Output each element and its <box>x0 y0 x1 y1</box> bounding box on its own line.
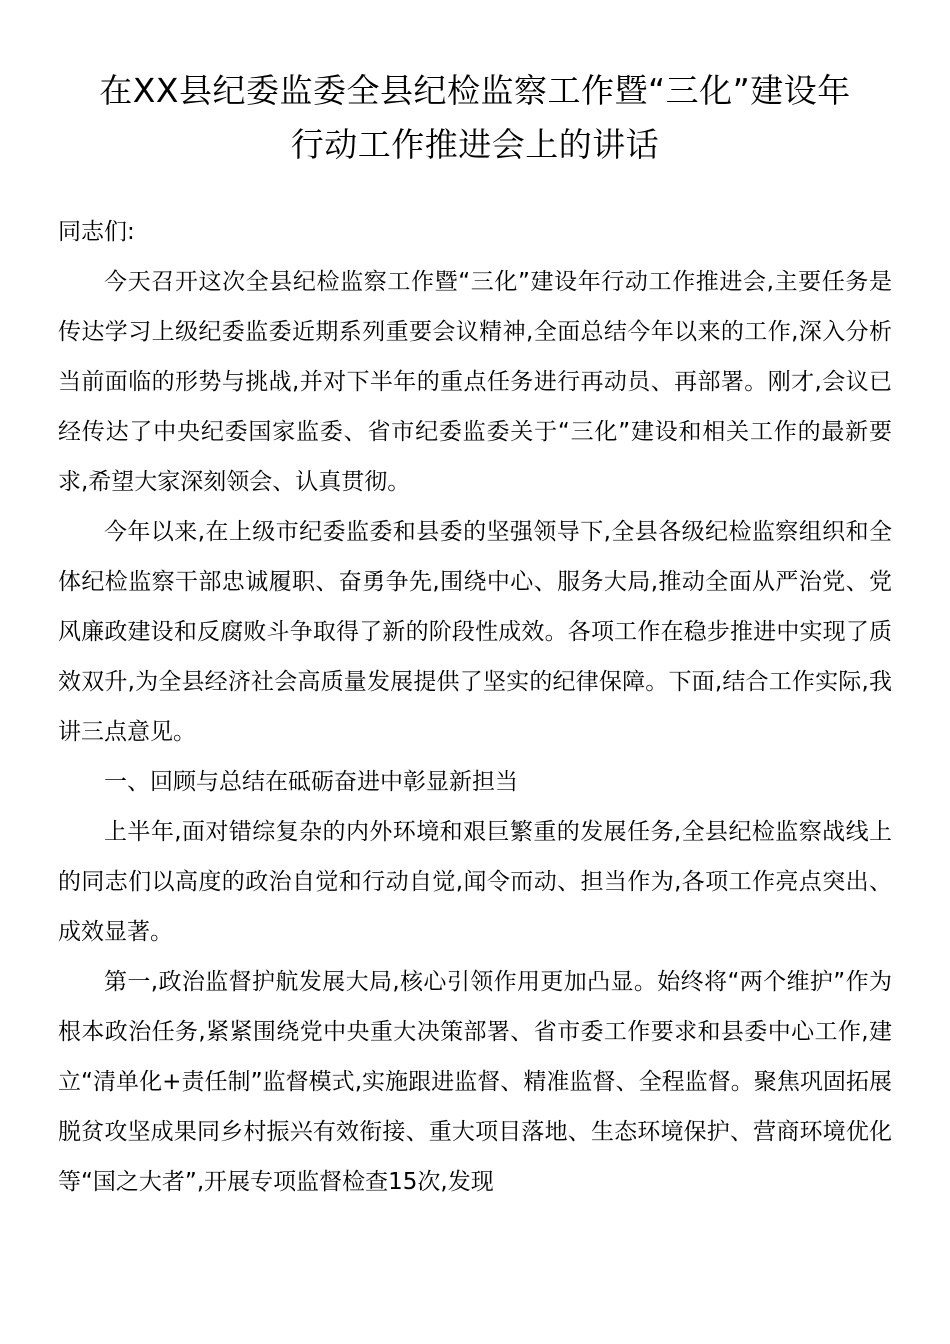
paragraph-opening: 今天召开这次全县纪检监察工作暨“三化”建设年行动工作推进会,主要任务是传达学习上级纪委监委近期系列重要会议精神,全面总结今年以来的工作,深入分析当前面临的形势与挑战,并对下半年的重点任务进行再动员、再部署。刚才,会议已经传达了中央纪委国家监委、省市纪委监委关于“三化”建设和相关工作的最新要求,希望大家深刻领会、认真贯彻。 <box>58 269 892 495</box>
section-heading-1: 一、回顾与总结在砥砺奋进中彰显新担当 <box>104 769 518 795</box>
document-title <box>58 64 892 172</box>
title-line-2: 行动工作推进会上的讲话 <box>290 125 660 164</box>
document-body <box>58 207 892 1207</box>
section1-paragraph-political-supervision: 第一,政治监督护航发展大局,核心引领作用更加凸显。始终将“两个维护”作为根本政治任务,紧紧围绕党中央重大决策部署、省市委工作要求和县委中心工作,建立“清单化+责任制”监督模式,实施跟进监督、精准监督、全程监督。聚焦巩固拓展脱贫攻坚成果同乡村振兴有效衔接、重大项目落地、生态环境保护、营商环境优化等“国之大者”,开展专项监督检查15次,发现 <box>58 969 892 1195</box>
paragraph-achievements: 今年以来,在上级市纪委监委和县委的坚强领导下,全县各级纪检监察组织和全体纪检监察干部忠诚履职、奋勇争先,围绕中心、服务大局,推动全面从严治党、党风廉政建设和反腐败斗争取得了新的阶段性成效。各项工作在稳步推进中实现了质效双升,为全县经济社会高质量发展提供了坚实的纪律保障。下面,结合工作实际,我讲三点意见。 <box>58 519 892 745</box>
title-line-1: 在XX县纪委监委全县纪检监察工作暨“三化”建设年 <box>99 71 851 110</box>
salutation: 同志们: <box>58 219 135 245</box>
section1-paragraph-summary: 上半年,面对错综复杂的内外环境和艰巨繁重的发展任务,全县纪检监察战线上的同志们以高度的政治自觉和行动自觉,闻令而动、担当作为,各项工作亮点突出、成效显著。 <box>58 819 892 945</box>
